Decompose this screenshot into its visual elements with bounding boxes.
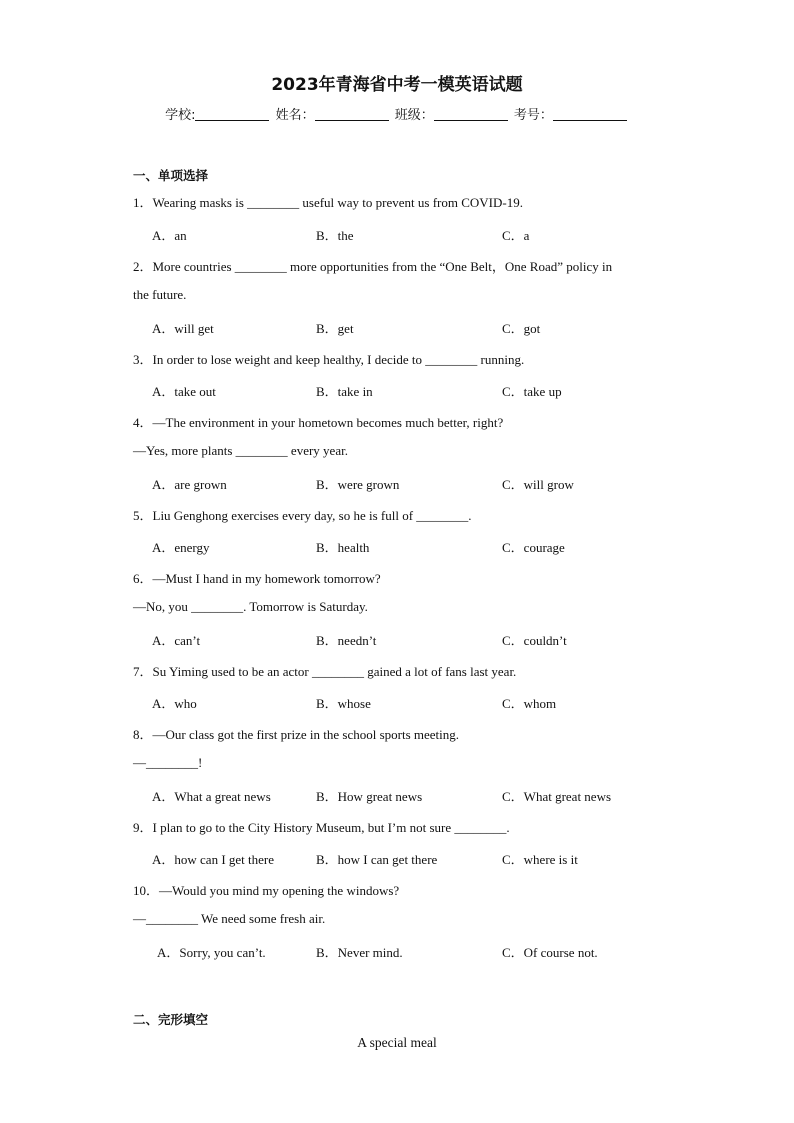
question-10-option-c[interactable]: C．Of course not.	[502, 945, 598, 960]
question-6-option-a[interactable]: A．can’t	[152, 633, 201, 648]
passage-title: A special meal	[357, 1035, 437, 1050]
question-8-stem: 8．—Our class got the first prize in the school sports meeting.	[133, 727, 460, 742]
question-1-option-a[interactable]: A．an	[152, 228, 187, 243]
question-3-option-c[interactable]: C．take up	[502, 384, 562, 399]
question-3-stem: 3．In order to lose weight and keep healthy, I decide to ________ running.	[133, 352, 525, 367]
question-3-option-a[interactable]: A．take out	[152, 384, 216, 399]
question-6-stem-cont: —No, you ________. Tomorrow is Saturday.	[133, 599, 368, 614]
question-5-option-a[interactable]: A．energy	[152, 540, 210, 555]
question-4-option-a[interactable]: A．are grown	[152, 477, 227, 492]
class-field[interactable]	[434, 107, 508, 121]
question-5-option-b[interactable]: B．health	[316, 540, 370, 555]
question-8-option-c[interactable]: C．What great news	[502, 789, 612, 804]
question-10-stem: 10．—Would you mind my opening the windows?	[133, 883, 400, 898]
question-9-option-a[interactable]: A．how can I get there	[152, 852, 275, 867]
question-2-stem: 2．More countries ________ more opportunities from the “One Belt，One Road” policy in	[133, 259, 613, 274]
question-2-stem-cont: the future.	[133, 287, 187, 302]
question-8-option-a[interactable]: A．What a great news	[152, 789, 271, 804]
question-8-stem-cont: —________!	[133, 755, 203, 770]
question-9-option-b[interactable]: B．how I can get there	[316, 852, 438, 867]
question-10-option-b[interactable]: B．Never mind.	[316, 945, 403, 960]
class-label: 班级：	[394, 108, 434, 123]
name-label: 姓名：	[275, 108, 315, 123]
exam-number-field[interactable]	[553, 107, 627, 121]
question-7-option-c[interactable]: C．whom	[502, 696, 557, 711]
question-5-stem: 5．Liu Genghong exercises every day, so he is full of ________.	[133, 508, 472, 523]
question-7-stem: 7．Su Yiming used to be an actor ________ gained a lot of fans last year.	[133, 664, 517, 679]
question-10-option-a[interactable]: A．Sorry, you can’t.	[157, 945, 266, 960]
question-6-stem: 6．—Must I hand in my homework tomorrow?	[133, 571, 381, 586]
question-4-option-c[interactable]: C．will grow	[502, 477, 574, 492]
question-1-option-c[interactable]: C．a	[502, 228, 530, 243]
question-2-option-b[interactable]: B．get	[316, 321, 354, 336]
question-10-stem-cont: —________ We need some fresh air.	[133, 911, 326, 926]
question-4-stem: 4．—The environment in your hometown becomes much better, right?	[133, 415, 504, 430]
exam-number-label: 考号：	[513, 108, 553, 123]
question-4-option-b[interactable]: B．were grown	[316, 477, 400, 492]
question-6-option-c[interactable]: C．couldn’t	[502, 633, 567, 648]
name-field[interactable]	[315, 107, 389, 121]
question-1-stem: 1．Wearing masks is ________ useful way to prevent us from COVID-19.	[133, 195, 523, 210]
question-1-option-b[interactable]: B．the	[316, 228, 354, 243]
question-7-option-b[interactable]: B．whose	[316, 696, 371, 711]
question-8-option-b[interactable]: B．How great news	[316, 789, 423, 804]
section-heading-cloze: 二、完形填空	[133, 1012, 209, 1027]
question-3-option-b[interactable]: B．take in	[316, 384, 373, 399]
question-4-stem-cont: —Yes, more plants ________ every year.	[133, 443, 348, 458]
question-6-option-b[interactable]: B．needn’t	[316, 633, 377, 648]
question-2-option-c[interactable]: C．got	[502, 321, 541, 336]
question-9-stem: 9．I plan to go to the City History Museum, but I’m not sure ________.	[133, 820, 510, 835]
section-heading-single-choice: 一、单项选择	[133, 168, 209, 183]
page-title: 2023年青海省中考一模英语试题	[271, 75, 523, 95]
student-info-row	[0, 104, 794, 123]
school-label: 学校:	[165, 108, 196, 123]
school-field[interactable]	[195, 107, 269, 121]
question-2-option-a[interactable]: A．will get	[152, 321, 214, 336]
question-5-option-c[interactable]: C．courage	[502, 540, 565, 555]
question-7-option-a[interactable]: A．who	[152, 696, 197, 711]
question-9-option-c[interactable]: C．where is it	[502, 852, 578, 867]
